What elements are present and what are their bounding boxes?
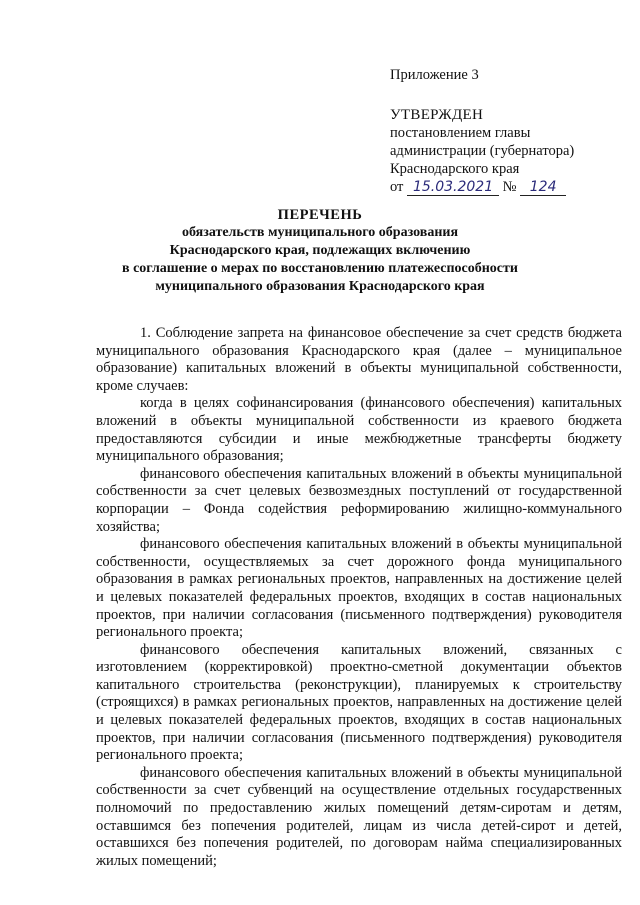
approval-line: постановлением главы: [390, 125, 531, 141]
approved-heading: УТВЕРЖДЕН: [390, 107, 484, 123]
number-sign: №: [502, 179, 517, 195]
paragraph: финансового обеспечения капитальных вложений, связанных с изготовлением (корректировкой) проектно-сметной документации объектов капитального строительства (реконструкции), планируемых к строительству (строящихся) в рамках региональных проектов, направленных на достижение целей и целевых показателей федеральных проектов, входящих в состав национальных проектов, при наличии согласования (письменного подтверждения) руководителя регионального проекта;: [96, 641, 622, 764]
title-line: Краснодарского края, подлежащих включению: [169, 243, 471, 258]
paragraph: финансового обеспечения капитальных вложений в объекты муниципальной собственности за счет субвенций на осуществление отдельных государственных полномочий по предоставлению жилых помещений детям-сиротам и детям, оставшимся без попечения родителей, лицам из числа детей-сирот и детей, оставшихся без попечения родителей, по договорам найма специализированных жилых помещений;: [96, 764, 622, 869]
paragraph: 1. Соблюдение запрета на финансовое обеспечение за счет средств бюджета муниципального образования Краснодарского края (далее – муниципальное образование) капитальных вложений в объекты муниципальной собственности, кроме случаев:: [96, 325, 622, 394]
title-line: в соглашение о мерах по восстановлению платежеспособности: [122, 261, 518, 276]
date-prefix: от: [390, 179, 404, 195]
approval-line: администрации (губернатора): [390, 143, 575, 159]
annex-label: Приложение 3: [390, 67, 479, 83]
approval-block: [390, 66, 635, 196]
handwritten-number: 124: [520, 179, 566, 196]
title-line: обязательств муниципального образования: [181, 225, 459, 240]
paragraph: финансового обеспечения капитальных вложений в объекты муниципальной собственности за счет целевых безвозмездных поступлений от государственной корпорации – Фонда содействия реформированию жилищно-коммунального хозяйства;: [96, 465, 622, 535]
title-main: ПЕРЕЧЕНЬ: [277, 207, 363, 223]
document-title: [100, 206, 540, 296]
document-body: [96, 325, 622, 870]
handwritten-date: 15.03.2021: [407, 179, 499, 196]
decree-date-number-line: [390, 178, 635, 196]
paragraph: финансового обеспечения капитальных вложений в объекты муниципальной собственности, осуществляемых за счет дорожного фонда муниципального образования в рамках региональных проектов, направленных на достижение целей и целевых показателей федеральных проектов, входящих в состав национальных проектов, при наличии согласования (письменного подтверждения) руководителя регионального проекта;: [96, 536, 622, 641]
approval-line: Краснодарского края: [390, 161, 520, 177]
paragraph: когда в целях софинансирования (финансового обеспечения) капитальных вложений в объекты муниципальной собственности из краевого бюджета предоставляются субсидии и иные межбюджетные трансферты бюджету муниципального образования;: [96, 395, 622, 465]
title-line: муниципального образования Краснодарского края: [155, 279, 485, 294]
